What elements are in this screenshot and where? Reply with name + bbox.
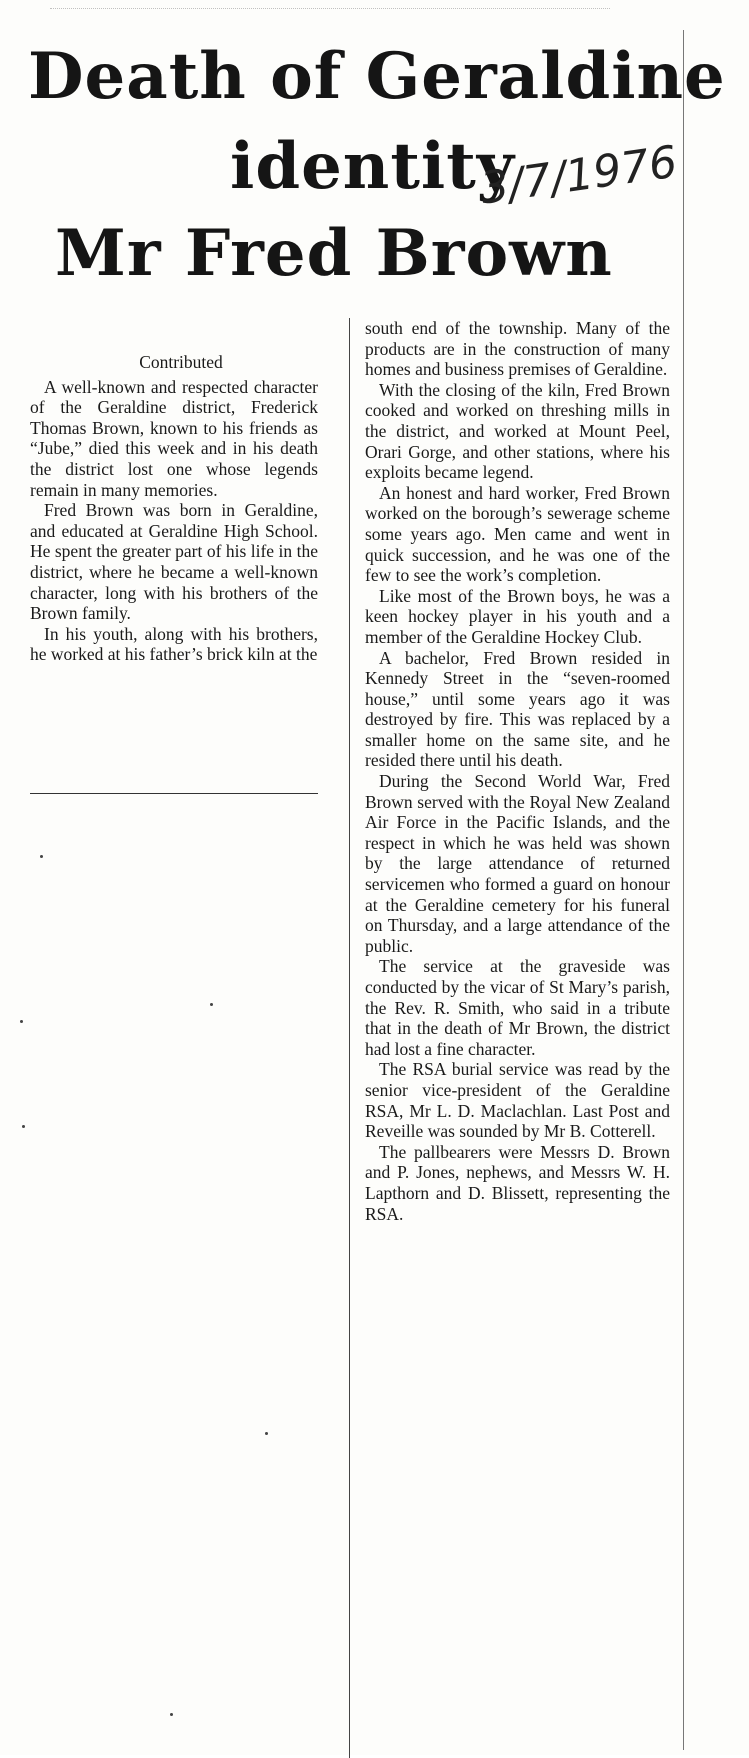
scan-speck <box>170 1713 173 1716</box>
handwritten-date: 3/7/1976 <box>477 136 681 215</box>
scan-speck <box>210 1003 213 1006</box>
paragraph: The service at the graveside was conducted by the vicar of St Mary’s parish, the Rev. R. Smith, who said in a tribute that in the death of Mr Brown, the district had lost a fine character. <box>365 956 670 1059</box>
paragraph: The RSA burial service was read by the senior vice-president of the Geraldine RSA, Mr L. D. Maclachlan. Last Post and Reveille was sounded by Mr B. Cotterell. <box>365 1059 670 1142</box>
byline: Contributed <box>139 352 223 372</box>
right-column-rule <box>683 30 684 1750</box>
paragraph: With the closing of the kiln, Fred Brown cooked and worked on threshing mills in the district, and worked at Mount Peel, Orari Gorge, and other stations, where his exploits became legend. <box>365 379 670 483</box>
headline-line-2: identity <box>230 129 515 204</box>
headline-line-3: Mr Fred Brown <box>55 216 613 291</box>
paragraph: A well-known and respected character of the Geraldine district, Frederick Thomas Brown, known to his friends as “Jube,” died this week and in his death the district lost one whose legends remain in many memories. <box>30 376 318 500</box>
column-end-rule <box>30 793 318 794</box>
scan-noise-top <box>50 8 610 23</box>
paragraph: south end of the township. Many of the products are in the construction of many homes and business premises of Geraldine. <box>365 318 670 380</box>
paragraph: In his youth, along with his brothers, he worked at his father’s brick kiln at the <box>30 623 318 665</box>
scan-speck <box>40 855 43 858</box>
paragraph: Like most of the Brown boys, he was a keen hockey player in his youth and a member of the Geraldine Hockey Club. <box>365 585 670 647</box>
scan-speck <box>22 1125 25 1128</box>
article-right-column <box>365 318 670 1224</box>
article-left-column <box>30 352 318 665</box>
scan-speck <box>265 1432 268 1435</box>
headline-line-1: Death of Geraldine <box>28 39 726 114</box>
column-divider <box>349 318 350 1758</box>
paragraph: A bachelor, Fred Brown resided in Kennedy Street in the “seven-roomed house,” until some years ago it was destroyed by fire. This was replaced by a smaller home on the same site, and he resided there until his death. <box>365 647 670 771</box>
paragraph: The pallbearers were Messrs D. Brown and P. Jones, nephews, and Messrs W. H. Lapthorn and D. Blissett, representing the RSA. <box>365 1141 670 1224</box>
paragraph: During the Second World War, Fred Brown served with the Royal New Zealand Air Force in the Pacific Islands, and the respect in which he was held was shown by the large attendance of returned servicemen who formed a guard on honour at the Geraldine cemetery for his funeral on Thursday, and a large attendance of the public. <box>365 771 670 956</box>
scan-speck <box>20 1020 23 1023</box>
paragraph: An honest and hard worker, Fred Brown worked on the borough’s sewerage scheme some years ago. Men came and went in quick succession, and he was one of the few to see the work’s completion. <box>365 482 670 586</box>
paragraph: Fred Brown was born in Geraldine, and educated at Geraldine High School. He spent the greater part of his life in the district, where he became a well-known character, long with his brothers of the Brown family. <box>30 500 318 624</box>
